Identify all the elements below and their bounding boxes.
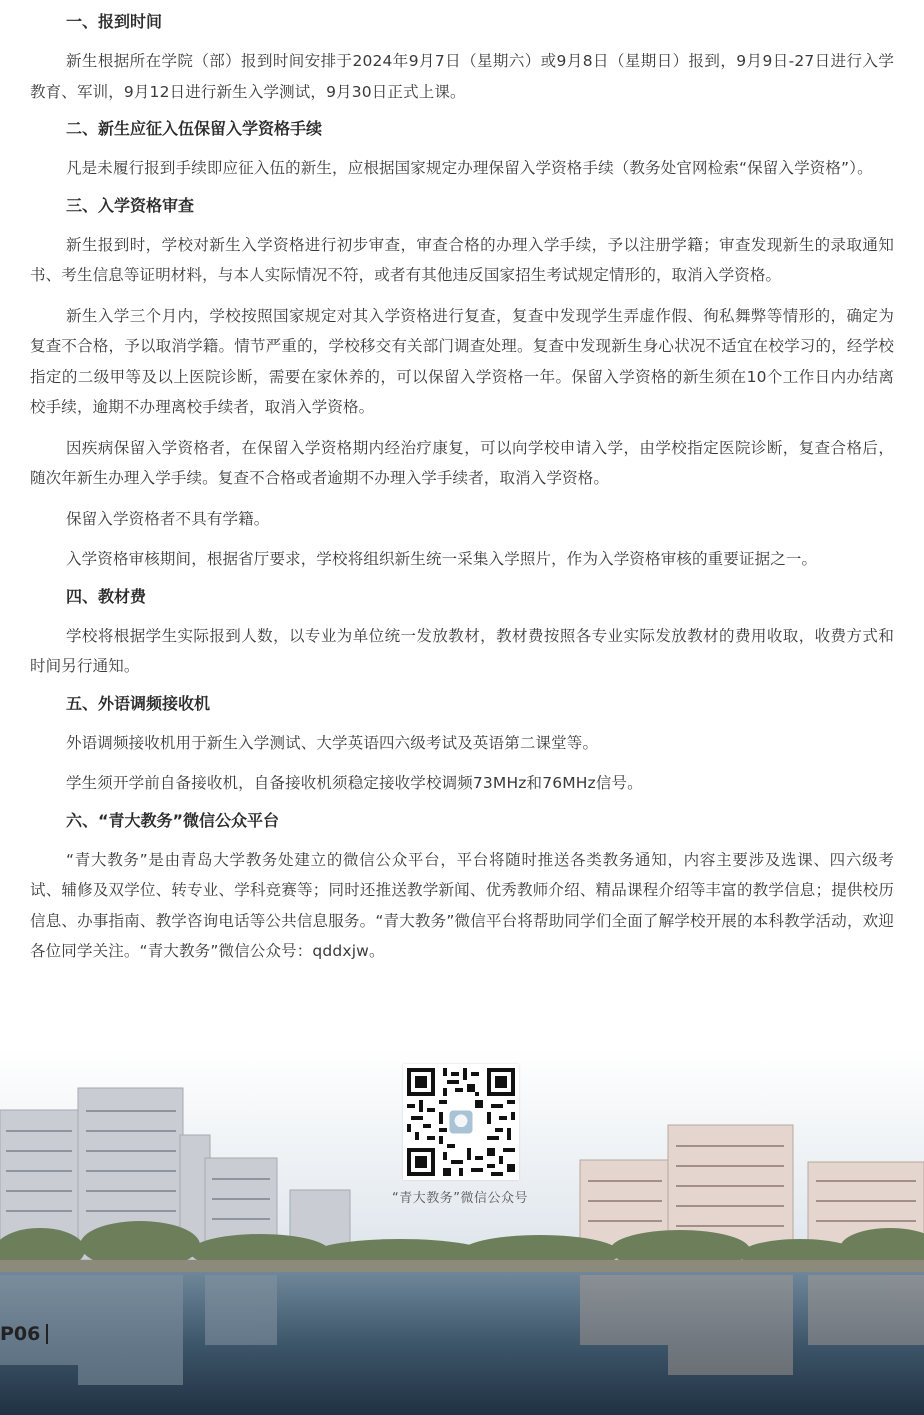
paragraph: 学生须开学前自备接收机，自备接收机须稳定接收学校调频73MHz和76MHz信号。: [66, 774, 643, 792]
section-heading: 三、入学资格审查: [66, 195, 195, 215]
paragraph: 新生根据所在学院（部）报到时间安排于2024年9月7日（星期六）或9月8日（星期日）报到，9月9日-27日进行入学教育、军训，9月12日进行新生入学测试，9月30日正式上课。: [30, 52, 894, 101]
section-heading: 六、“青大教务”微信公众平台: [66, 810, 280, 830]
qr-code-pattern: [403, 1064, 519, 1180]
page-number: P06: [0, 1324, 48, 1344]
paragraph: 新生报到时，学校对新生入学资格进行初步审查，审查合格的办理入学手续，予以注册学籍；审查发现新生的录取通知书、考生信息等证明材料，与本人实际情况不符，或者有其他违反国家招生考试规定情形的，取消入学资格。: [30, 235, 894, 284]
section-heading: 五、外语调频接收机: [66, 693, 211, 713]
qr-caption: “青大教务”微信公众号: [392, 1191, 528, 1206]
campus-lake-photo: [0, 1050, 924, 1415]
paragraph: 外语调频接收机用于新生入学测试、大学英语四六级考试及英语第二课堂等。: [66, 733, 599, 752]
paragraph: 凡是未履行报到手续即应征入伍的新生，应根据国家规定办理保留入学资格手续（教务处官网检索“保留入学资格”）。: [66, 159, 873, 177]
paragraph: 学校将根据学生实际报到人数，以专业为单位统一发放教材，教材费按照各专业实际发放教材的费用收取，收费方式和时间另行通知。: [30, 626, 894, 675]
section: [30, 809, 894, 967]
section: [30, 585, 894, 682]
qr-code-icon[interactable]: [403, 1064, 519, 1180]
article-body: [30, 10, 894, 977]
section-heading: 一、报到时间: [66, 12, 163, 31]
paragraph: 新生入学三个月内，学校按照国家规定对其入学资格进行复查，复查中发现学生弄虚作假、徇私舞弊等情形的，确定为复查不合格，予以取消学籍。情节严重的，学校移交有关部门调查处理。复查中发现新生身心状况不适宜在校学习的，经学校指定的二级甲等及以上医院诊断，需要在家休养的，可以保留入学资格一年。保留入学资格的新生须在10个工作日内办结离校手续，逾期不办理离校手续者，取消入学资格。: [30, 306, 894, 416]
section: [30, 692, 894, 799]
section: [30, 194, 894, 575]
section-heading: 二、新生应征入伍保留入学资格手续: [66, 119, 323, 138]
paragraph: 入学资格审核期间，根据省厅要求，学校将组织新生统一采集入学照片，作为入学资格审核的重要证据之一。: [66, 550, 818, 568]
paragraph: 因疾病保留入学资格者，在保留入学资格期内经治疗康复，可以向学校申请入学，由学校指定医院诊断，复查合格后，随次年新生办理入学手续。复查不合格或者逾期不办理入学手续者，取消入学资格。: [30, 438, 894, 487]
section: [30, 117, 894, 184]
paragraph: “青大教务”是由青岛大学教务处建立的微信公众平台，平台将随时推送各类教务通知，内容主要涉及选课、四六级考试、辅修及双学位、转专业、学科竞赛等；同时还推送教学新闻、优秀教师介绍、精品课程介绍等丰富的教学信息；提供校历信息、办事指南、教学咨询电话等公共信息服务。“青大教务”微信平台将帮助同学们全面了解学校开展的本科教学活动，欢迎各位同学关注。“青大教务”微信公众号：qddxjw。: [30, 850, 894, 960]
paragraph: 保留入学资格者不具有学籍。: [66, 509, 270, 528]
section: [30, 10, 894, 107]
section-heading: 四、教材费: [66, 586, 147, 606]
